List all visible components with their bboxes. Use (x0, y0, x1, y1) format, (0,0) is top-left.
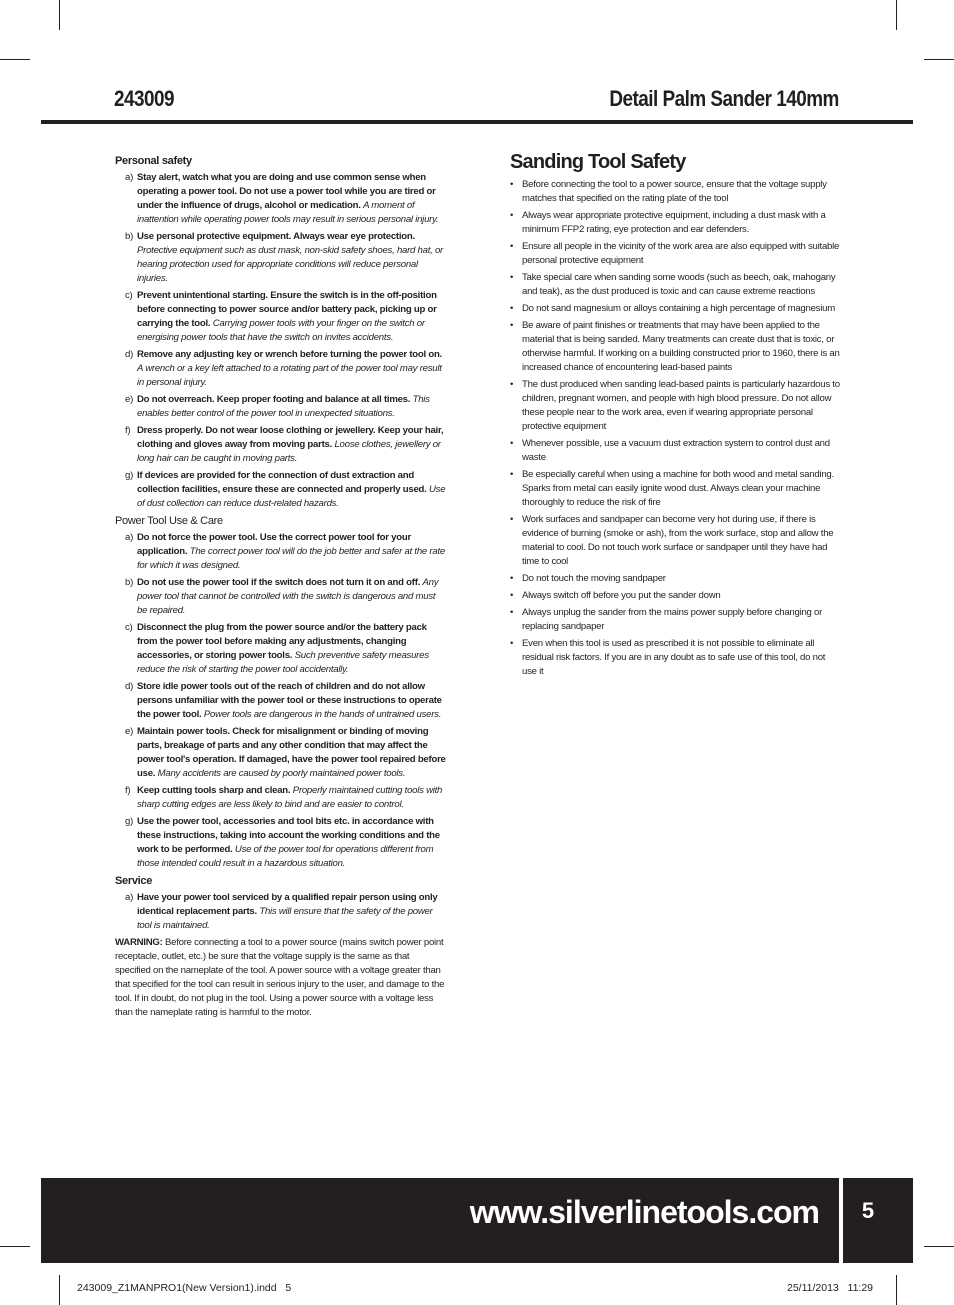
bullet-icon: • (510, 438, 514, 449)
bullet-text: Work surfaces and sandpaper can become very hot during use, if there is evidence of burning (smoke or ash), from the work surface, stop and allow the material to cool. Do not touch work surface or sandpaper until they have had time to cool (522, 514, 834, 567)
instruction-item (115, 680, 447, 722)
bullet-icon: • (510, 379, 514, 390)
safety-bullet (510, 240, 840, 268)
safety-bullet (510, 572, 840, 586)
item-explanation: A wrench or a key left attached to a rotating part of the power tool may result in personal injury. (137, 363, 442, 388)
instruction-item (115, 289, 447, 345)
item-letter: d) (125, 349, 134, 360)
item-instruction: Disconnect the plug from the power source and/or the battery pack from the power tool before making any adjustments, changing accessories, or storing power tools. (137, 622, 427, 661)
footer-bar (41, 1178, 839, 1263)
item-letter: e) (125, 394, 134, 405)
crop-mark (896, 0, 897, 30)
instruction-item (115, 469, 447, 511)
instruction-item (115, 784, 447, 812)
bullet-text: Always wear appropriate protective equipment, including a dust mask with a minimum FFP2 rating, eye protection and ear defenders. (522, 210, 826, 235)
power-tool-use-heading: Power Tool Use & Care (115, 515, 223, 527)
item-instruction: Use personal protective equipment. Always wear eye protection. (137, 231, 415, 242)
item-instruction: Have your power tool serviced by a qualified repair person using only identical replacement parts. (137, 892, 438, 917)
warning-label: WARNING: (115, 937, 163, 948)
item-letter: b) (125, 577, 134, 588)
crop-mark (924, 59, 954, 60)
item-explanation: Carrying power tools with your finger on the switch or energising power tools that have the switch on invites accidents. (137, 318, 425, 343)
instruction-item (115, 725, 447, 781)
item-instruction: Do not force the power tool. Use the correct power tool for your application. (137, 532, 411, 557)
safety-bullet (510, 378, 840, 434)
item-letter: f) (125, 785, 131, 796)
bullet-icon: • (510, 241, 514, 252)
personal-safety-heading: Personal safety (115, 155, 192, 167)
bullet-text: The dust produced when sanding lead-based paints is particularly hazardous to children, pregnant women, and people with high blood pressure. Do not allow these people near to the work area, even if wearing appropriate personal protective equipment (522, 379, 840, 432)
instruction-item (115, 348, 447, 390)
safety-bullet (510, 468, 840, 510)
bullet-text: Do not touch the moving sandpaper (522, 573, 666, 584)
bullet-icon: • (510, 469, 514, 480)
item-instruction: Prevent unintentional starting. Ensure the switch is in the off-position before connecting to power source and/or battery pack, picking up or carrying the tool. (137, 290, 437, 329)
bullet-text: Do not sand magnesium or alloys containing a high percentage of magnesium (522, 303, 835, 314)
item-explanation: Protective equipment such as dust mask, non-skid safety shoes, hard hat, or hearing protection used for appropriate conditions will reduce personal injuries. (137, 245, 444, 284)
item-explanation: Power tools are dangerous in the hands of untrained users. (203, 709, 442, 720)
bullet-text: Be aware of paint finishes or treatments that may have been applied to the material that is being sanded. Many treatments can create dust that is toxic, or otherwise harmful. If working on a building constructed prior to 1960, there is an increased chance of encountering lead-based paints (522, 320, 840, 373)
safety-bullet (510, 437, 840, 465)
bullet-text: Always unplug the sander from the mains power supply before changing or replacing sandpaper (522, 607, 823, 632)
safety-bullet (510, 589, 840, 603)
item-instruction: Remove any adjusting key or wrench before turning the power tool on. (137, 349, 442, 360)
instruction-item (115, 171, 447, 227)
power-tool-use-list (115, 531, 447, 871)
instruction-item (115, 576, 447, 618)
safety-bullet (510, 209, 840, 237)
slug-date: 25/11/2013 11:29 (787, 1282, 874, 1294)
safety-bullet (510, 637, 840, 679)
crop-mark (0, 1246, 30, 1247)
crop-mark (896, 1275, 897, 1305)
instruction-item (115, 230, 447, 286)
bullet-icon: • (510, 590, 514, 601)
bullet-icon: • (510, 272, 514, 283)
item-explanation: Loose clothes, jewellery or long hair can be caught in moving parts. (137, 439, 441, 464)
crop-mark (0, 59, 30, 60)
item-instruction: Maintain power tools. Check for misalignment or binding of moving parts, breakage of parts and any other condition that may affect the power tool's operation. If damaged, have the power tool repaired before use. (137, 726, 446, 779)
safety-bullet (510, 271, 840, 299)
bullet-icon: • (510, 573, 514, 584)
instruction-item (115, 424, 447, 466)
item-explanation: This enables better control of the power tool in unexpected situations. (137, 394, 430, 419)
bullet-icon: • (510, 303, 514, 314)
item-explanation: Use of dust collection can reduce dust-related hazards. (137, 484, 446, 509)
item-letter: f) (125, 425, 131, 436)
item-letter: d) (125, 681, 134, 692)
safety-bullet (510, 319, 840, 375)
item-explanation: The correct power tool will do the job better and safer at the rate for which it was designed. (137, 546, 445, 571)
item-explanation: This will ensure that the safety of the power tool is maintained. (137, 906, 433, 931)
header-rule (41, 120, 913, 124)
item-letter: c) (125, 622, 133, 633)
page-number: 5 (861, 1198, 875, 1223)
crop-mark (59, 0, 60, 30)
bullet-icon: • (510, 210, 514, 221)
item-instruction: Do not overreach. Keep proper footing and balance at all times. (137, 394, 411, 405)
item-explanation: Any power tool that cannot be controlled with the switch is dangerous and must be repaired. (137, 577, 439, 616)
item-letter: a) (125, 172, 134, 183)
instruction-item (115, 531, 447, 573)
item-letter: g) (125, 816, 134, 827)
bullet-text: Before connecting the tool to a power source, ensure that the voltage supply matches that specified on the rating plate of the tool (522, 179, 827, 204)
service-heading: Service (115, 875, 153, 887)
item-letter: b) (125, 231, 134, 242)
item-letter: a) (125, 892, 134, 903)
safety-bullet (510, 513, 840, 569)
item-instruction: Dress properly. Do not wear loose clothing or jewellery. Keep your hair, clothing and gloves away from moving parts. (137, 425, 444, 450)
safety-bullet (510, 302, 840, 316)
bullet-text: Ensure all people in the vicinity of the work area are also equipped with suitable personal protective equipment (522, 241, 840, 266)
personal-safety-list (115, 171, 447, 511)
warning-text: Before connecting a tool to a power source (mains switch power point receptacle, outlet, etc.) be sure that the voltage supply is the same as that specified on the nameplate of the tool. A power source with a voltage greater than that specified for the tool can result in serious injury to the user, and damage to the tool. If in doubt, do not plug in the tool. Using a power source with a voltage less than the nameplate rating is harmful to the motor. (115, 937, 445, 1018)
item-explanation: A moment of inattention while operating power tools may result in serious personal injury. (137, 200, 439, 225)
item-explanation: Use of the power tool for operations different from those intended could result in a hazardous situation. (137, 844, 434, 869)
bullet-icon: • (510, 638, 514, 649)
left-column (115, 152, 447, 1020)
item-instruction: Do not use the power tool if the switch does not turn it on and off. (137, 577, 421, 588)
bullet-text: Even when this tool is used as prescribed it is not possible to eliminate all residual risk factors. If you are in any doubt as to safe use of this tool, do not use it (522, 638, 826, 677)
instruction-item (115, 815, 447, 871)
item-instruction: Store idle power tools out of the reach of children and do not allow persons unfamiliar with the power tool or these instructions to operate the power tool. (137, 681, 442, 720)
website-link[interactable]: www.silverlinetools.com (469, 1194, 819, 1230)
service-list (115, 891, 447, 933)
page-number-box (843, 1178, 913, 1263)
safety-bullet (510, 606, 840, 634)
item-letter: g) (125, 470, 134, 481)
instruction-item (115, 393, 447, 421)
item-instruction: Keep cutting tools sharp and clean. (137, 785, 291, 796)
crop-mark (924, 1246, 954, 1247)
crop-mark (59, 1275, 60, 1305)
model-number: 243009 (114, 86, 175, 111)
slug-filename: 243009_Z1MANPRO1(New Version1).indd 5 (77, 1282, 292, 1294)
item-explanation: Such preventive safety measures reduce the risk of starting the power tool accidentally. (137, 650, 429, 675)
instruction-item (115, 891, 447, 933)
bullet-text: Take special care when sanding some woods (such as beech, oak, mahogany and teak), as the dust produced is toxic and can cause extreme reactions (522, 272, 836, 297)
item-explanation: Many accidents are caused by poorly maintained power tools. (157, 768, 406, 779)
bullet-text: Be especially careful when using a machine for both wood and metal sanding. Sparks from metal can easily ignite wood dust. Always clean your machine thoroughly to reduce the risk of fire (522, 469, 834, 508)
instruction-item (115, 621, 447, 677)
bullet-icon: • (510, 607, 514, 618)
item-letter: c) (125, 290, 133, 301)
product-title: Detail Palm Sander 140mm (609, 86, 839, 111)
warning-paragraph (115, 936, 447, 1020)
sanding-safety-title: Sanding Tool Safety (510, 151, 686, 173)
bullet-icon: • (510, 514, 514, 525)
bullet-icon: • (510, 179, 514, 190)
item-instruction: Stay alert, watch what you are doing and use common sense when operating a power tool. Do not use a power tool while you are tired or under the influence of drugs, alcohol or medication. (137, 172, 436, 211)
bullet-text: Always switch off before you put the sander down (522, 590, 721, 601)
item-instruction: If devices are provided for the connection of dust extraction and collection facilities, ensure these are connected and properly used. (137, 470, 427, 495)
item-explanation: Properly maintained cutting tools with sharp cutting edges are less likely to bind and are easier to control. (137, 785, 443, 810)
item-letter: a) (125, 532, 134, 543)
safety-bullet (510, 178, 840, 206)
bullet-icon: • (510, 320, 514, 331)
bullet-text: Whenever possible, use a vacuum dust extraction system to control dust and waste (522, 438, 830, 463)
sanding-safety-list (510, 178, 840, 679)
right-column (510, 150, 840, 682)
item-instruction: Use the power tool, accessories and tool bits etc. in accordance with these instructions, taking into account the working conditions and the work to be performed. (137, 816, 440, 855)
item-letter: e) (125, 726, 134, 737)
